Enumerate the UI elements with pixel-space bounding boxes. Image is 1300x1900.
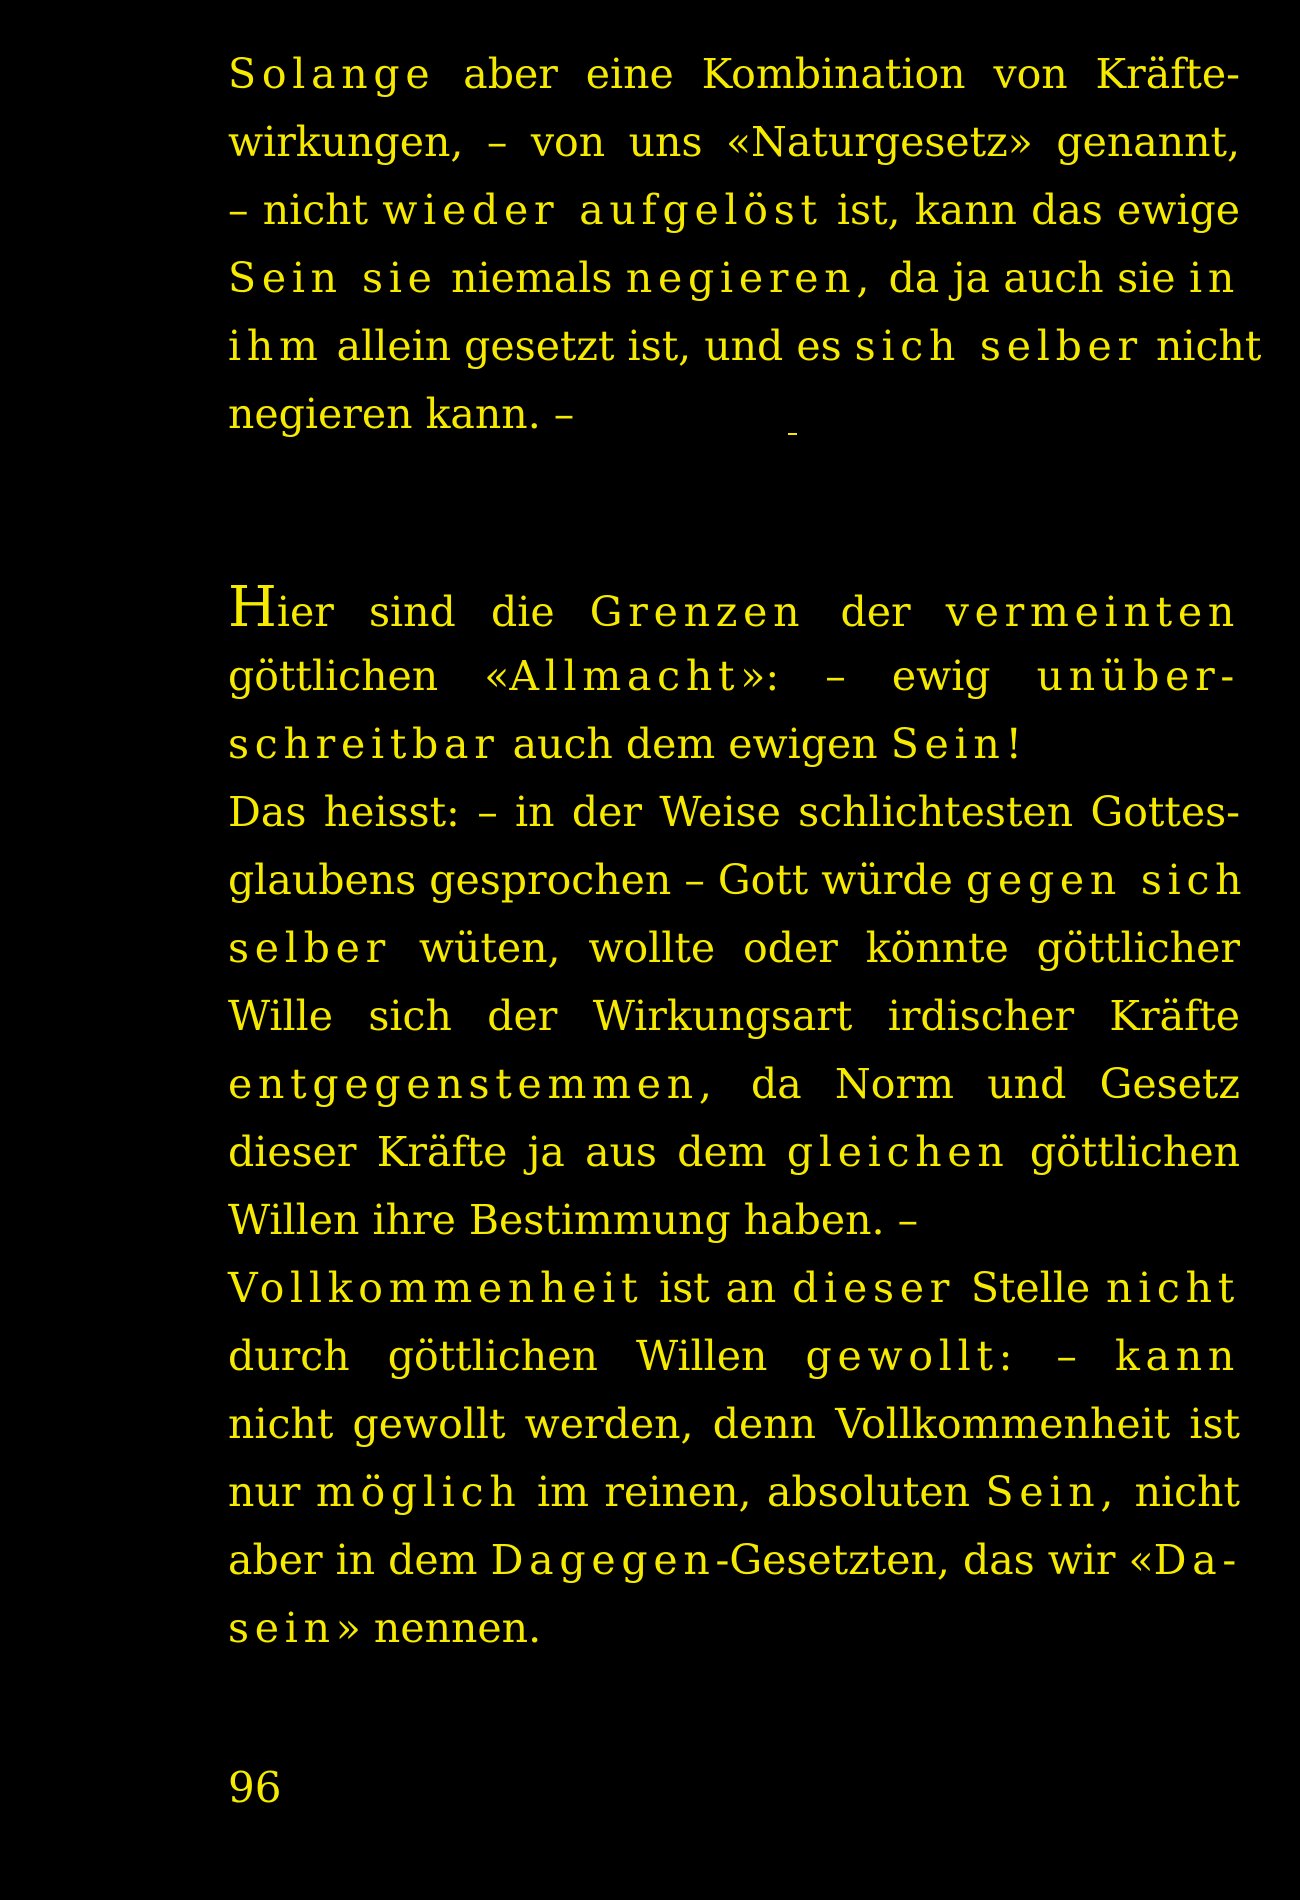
p2-line-10: Willen ihre Bestimmung haben. – [228, 1196, 919, 1244]
p1-line-4: Sein sie niemals negieren, da ja auch sie in [228, 254, 1240, 302]
p2-line-1: Hier sind die Grenzen der vermeinten [228, 575, 1240, 640]
p1-line-1: Solange aber eine Kombination von Kräfte- [228, 50, 1240, 98]
p2-line-8: entgegenstemmen, da Norm und Gesetz [228, 1060, 1240, 1108]
drop-cap: H [228, 575, 277, 640]
p2-line-15: aber in dem Dagegen-Gesetzten, das wir «Da- [228, 1536, 1243, 1584]
p2-line-3: schreitbar auch dem ewigen Sein! [228, 720, 1028, 768]
p2-line-11: Vollkommenheit ist an dieser Stelle nicht [228, 1264, 1241, 1312]
p2-line-12: durch göttlichen Willen gewollt: – kann [228, 1332, 1240, 1380]
stray-dash-mark [788, 433, 797, 435]
p2-line-16: sein» nennen. [228, 1604, 542, 1652]
p1-line-3: – nicht wieder aufgelöst ist, kann das ewige [228, 186, 1240, 234]
p2-line-13: nicht gewollt werden, denn Vollkommenheit ist [228, 1400, 1240, 1448]
p2-line-4: Das heisst: – in der Weise schlichtesten Gottes- [228, 788, 1240, 836]
p2-line-14: nur möglich im reinen, absoluten Sein, nicht [228, 1468, 1240, 1516]
page-number: 96 [228, 1763, 282, 1812]
p2-line-2: göttlichen «Allmacht»: – ewig unüber- [228, 652, 1240, 700]
p1-line-6: negieren kann. – [228, 390, 575, 438]
p2-line-5: glaubens gesprochen – Gott würde gegen sich [228, 856, 1248, 904]
p2-line-9: dieser Kräfte ja aus dem gleichen göttlichen [228, 1128, 1240, 1176]
p2-line-7: Wille sich der Wirkungsart irdischer Kräfte [228, 992, 1240, 1040]
p1-line-2: wirkungen, – von uns «Naturgesetz» genannt, [228, 118, 1240, 166]
p1-line-5: ihm allein gesetzt ist, und es sich selber nicht [228, 322, 1262, 370]
p2-line-6: selber wüten, wollte oder könnte göttlicher [228, 924, 1240, 972]
